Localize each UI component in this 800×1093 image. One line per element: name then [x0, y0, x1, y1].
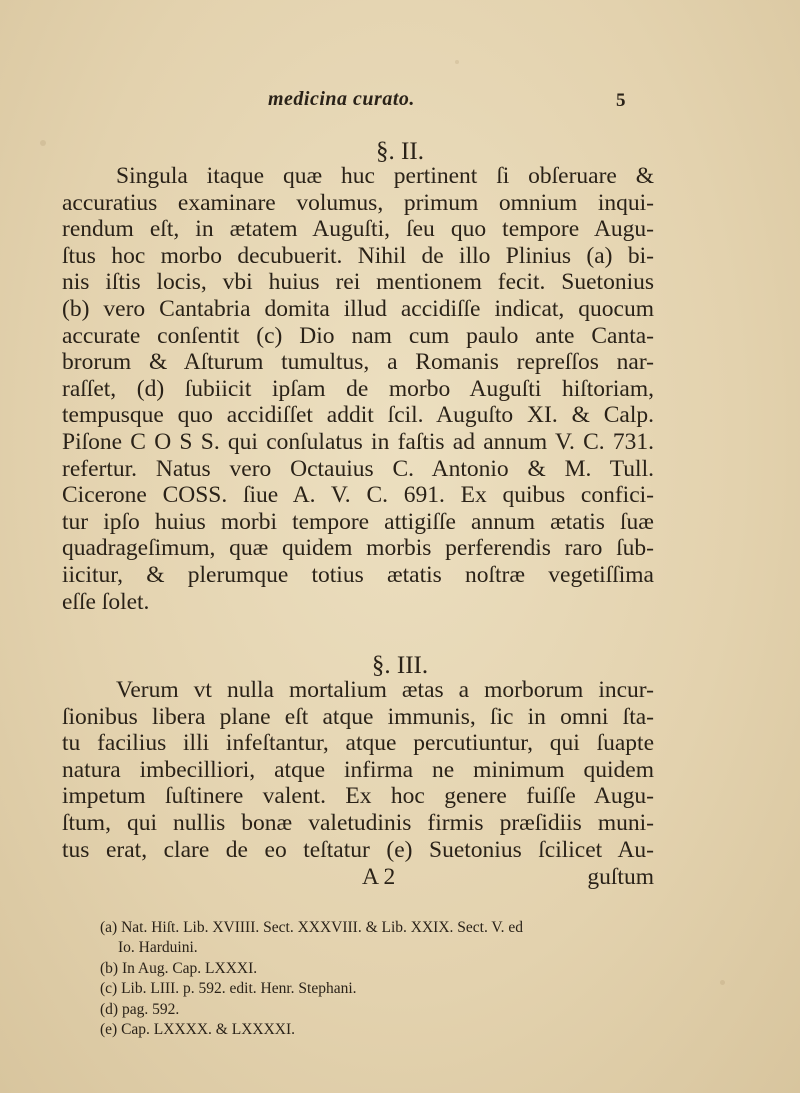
footnote-b: (b) In Aug. Cap. LXXXI.	[100, 959, 258, 977]
text-line: iicitur, & plerumque totius ætatis noſtræ vegetiſſima	[62, 561, 654, 588]
section-2-text	[62, 163, 654, 615]
text-line: tur ipſo huius morbi tempore attigiſſe annum ætatis ſuæ	[62, 508, 654, 535]
signature-mark: A 2	[362, 864, 396, 890]
page-number: 5	[616, 90, 626, 111]
footnote-a: (a) Nat. Hiſt. Lib. XVIIII. Sect. XXXVIII. & Lib. XXIX. Sect. V. ed	[100, 919, 524, 936]
catchword: guſtum	[587, 864, 654, 890]
section-3-text	[62, 677, 654, 863]
text-line: refertur. Natus vero Octauius C. Antonio & M. Tull.	[62, 455, 654, 482]
text-line: ſtum, qui nullis bonæ valetudinis firmis præſidiis muni-	[62, 809, 654, 836]
text-line: natura imbecilliori, atque infirma ne minimum quidem	[62, 756, 654, 783]
text-line: (b) vero Cantabria domita illud accidiſſe indicat, quocum	[62, 295, 654, 322]
foxing-spot	[720, 980, 725, 985]
footnotes	[100, 918, 670, 1040]
text-line: tempusque quo accidiſſet addit ſcil. Auguſto XI. & Calp.	[62, 402, 654, 429]
text-line: ſionibus libera plane eſt atque immunis, ſic in omni ſta-	[62, 703, 654, 730]
section-title-3: §. III.	[371, 652, 429, 679]
text-line: Singula itaque quæ huc pertinent ſi obſeruare &	[116, 163, 654, 189]
text-line: quadrageſimum, quæ quidem morbis perferendis raro ſub-	[62, 535, 654, 562]
signature-line	[62, 864, 654, 891]
text-line: impetum ſuſtinere valent. Ex hoc genere fuiſſe Augu-	[62, 783, 654, 810]
footnote-c: (c) Lib. LIII. p. 592. edit. Henr. Stephani.	[100, 980, 357, 998]
text-line: rendum eſt, in ætatem Auguſti, ſeu quo tempore Augu-	[62, 216, 654, 243]
text-line: tu facilius illi infeſtantur, atque percutiuntur, qui ſuapte	[62, 730, 654, 757]
footnote-a-continued: Io. Harduini.	[118, 939, 198, 957]
text-line: nis iſtis locis, vbi huius rei mentionem fecit. Suetonius	[62, 269, 654, 296]
section-title-2: §. II.	[376, 138, 424, 165]
footnote-e: (e) Cap. LXXXX. & LXXXXI.	[100, 1020, 295, 1038]
footnote-d: (d) pag. 592.	[100, 1000, 180, 1018]
text-line: eſſe ſolet.	[62, 588, 150, 615]
text-line: raſſet, (d) ſubiicit ipſam de morbo Auguſti hiſtoriam,	[62, 375, 654, 402]
text-line: brorum & Aſturum tumultus, a Romanis repreſſos nar-	[62, 349, 654, 376]
text-line: accuratius examinare volumus, primum omnium inqui-	[62, 189, 654, 216]
foxing-spot	[455, 60, 459, 64]
text-line: Piſone C O S S. qui conſulatus in faſtis ad annum V. C. 731.	[62, 428, 654, 455]
text-line: tus erat, clare de eo teſtatur (e) Suetonius ſcilicet Au-	[62, 836, 654, 863]
text-line: Verum vt nulla mortalium ætas a morborum incur-	[116, 677, 654, 703]
running-head: medicina curato.	[268, 88, 415, 110]
text-line: ſtus hoc morbo decubuerit. Nihil de illo Plinius (a) bi-	[62, 242, 654, 269]
page-header	[0, 88, 800, 118]
text-line: Cicerone COSS. ſiue A. V. C. 691. Ex quibus confici-	[62, 482, 654, 509]
text-line: accurate conſentit (c) Dio nam cum paulo ante Canta-	[62, 322, 654, 349]
